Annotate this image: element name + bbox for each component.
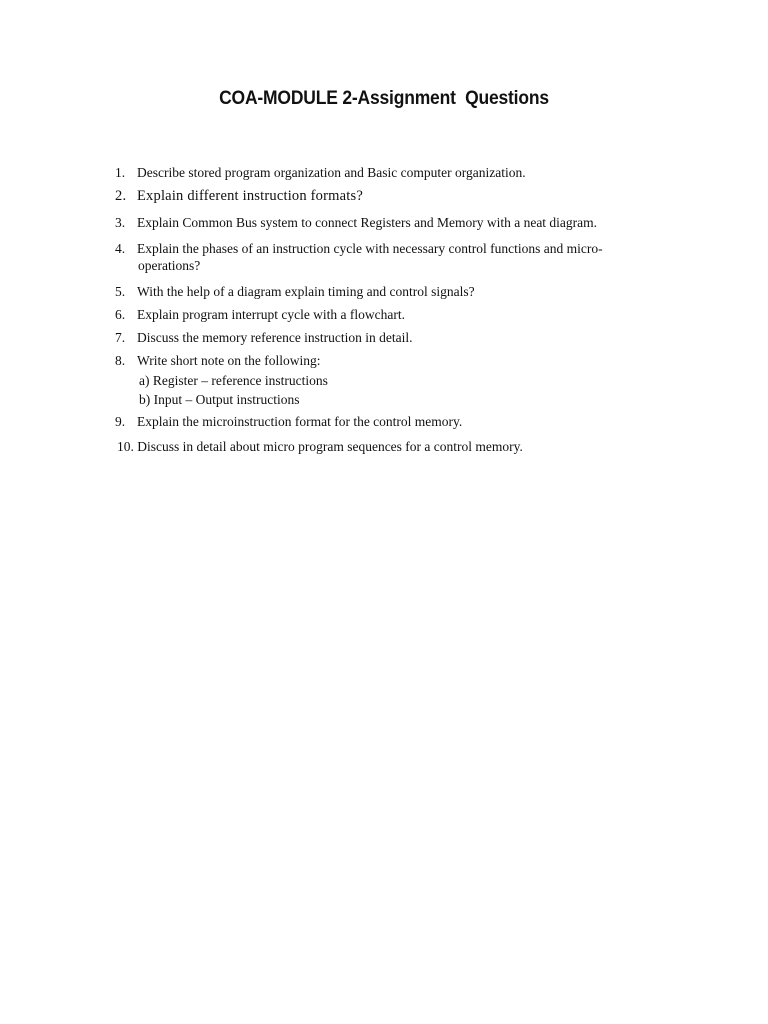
question-number: 2. — [115, 188, 127, 204]
question-1 — [115, 164, 526, 181]
question-4-continuation: operations? — [138, 258, 201, 273]
question-8-subitem-b: b) Input – Output instructions — [139, 392, 300, 407]
question-text: Discuss in detail about micro program sequences for a control memory. — [137, 439, 523, 454]
question-4 — [115, 240, 603, 257]
question-8 — [115, 352, 321, 369]
question-6 — [115, 306, 405, 323]
question-number: 3. — [115, 215, 126, 230]
question-text: Explain Common Bus system to connect Registers and Memory with a neat diagram. — [137, 215, 598, 230]
question-text: Explain different instruction formats? — [137, 188, 363, 204]
question-text: Explain program interrupt cycle with a flowchart. — [137, 307, 406, 322]
question-2 — [115, 188, 363, 205]
question-number: 7. — [115, 330, 126, 345]
question-9 — [115, 413, 462, 430]
question-7 — [115, 329, 413, 346]
question-text: Write short note on the following: — [137, 353, 321, 368]
question-number: 1. — [115, 165, 126, 180]
question-text: Explain the phases of an instruction cycle with necessary control functions and micro- — [137, 241, 603, 256]
question-3 — [115, 214, 597, 231]
question-number: 5. — [115, 284, 126, 299]
question-number: 10. — [117, 439, 134, 454]
question-8-subitem-a: a) Register – reference instructions — [139, 373, 328, 388]
question-number: 6. — [115, 307, 126, 322]
question-text: Describe stored program organization and Basic computer organization. — [137, 165, 526, 180]
page-title: COA-MODULE 2-Assignment Questions — [219, 88, 549, 109]
question-text: Explain the microinstruction format for the control memory. — [137, 414, 463, 429]
question-5 — [115, 283, 475, 300]
question-number: 4. — [115, 241, 126, 256]
question-number: 8. — [115, 353, 126, 368]
question-number: 9. — [115, 414, 126, 429]
question-text: Discuss the memory reference instruction in detail. — [137, 330, 413, 345]
question-text: With the help of a diagram explain timing and control signals? — [137, 284, 475, 299]
question-10 — [117, 438, 523, 455]
